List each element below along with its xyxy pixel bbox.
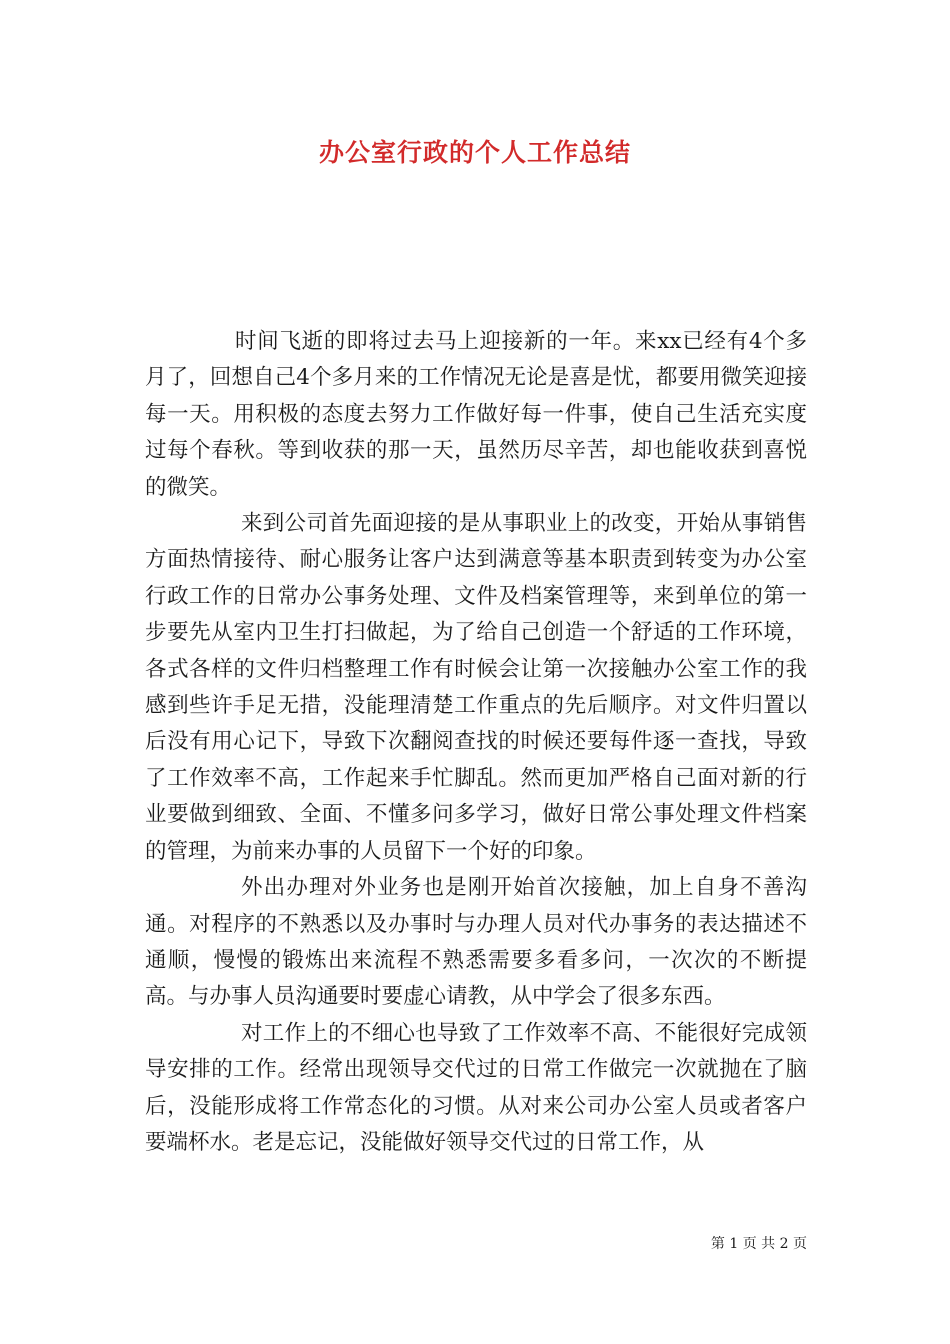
paragraph-3: 外出办理对外业务也是刚开始首次接触，加上自身不善沟通。对程序的不熟悉以及办事时与办理人员对代办事务的表达描述不通顺，慢慢的锻炼出来流程不熟悉需要多看多问，一次次的不断提高。与办事人员沟通要时要虚心请教，从中学会了很多东西。 <box>145 875 807 1010</box>
paragraph-4: 对工作上的不细心也导致了工作效率不高、不能很好完成领导安排的工作。经常出现领导交代过的日常工作做完一次就抛在了脑后，没能形成将工作常态化的习惯。从对来公司办公室人员或者客户要端杯水。老是忘记，没能做好领导交代过的日常工作，从 <box>145 1020 807 1155</box>
document-body <box>145 324 807 1161</box>
document-title: 办公室行政的个人工作总结 <box>318 138 631 167</box>
page-number-footer: 第 1 页 共 2 页 <box>710 1236 807 1252</box>
paragraph-2: 来到公司首先面迎接的是从事职业上的改变，开始从事销售方面热情接待、耐心服务让客户达到满意等基本职责到转变为办公室行政工作的日常办公事务处理、文件及档案管理等，来到单位的第一步要先从室内卫生打扫做起，为了给自己创造一个舒适的工作环境，各式各样的文件归档整理工作有时候会让第一次接触办公室工作的我感到些许手足无措，没能理清楚工作重点的先后顺序。对文件归置以后没有用心记下，导致下次翻阅查找的时候还要每件逐一查找，导致了工作效率不高，工作起来手忙脚乱。然而更加严格自己面对新的行业要做到细致、全面、不懂多问多学习，做好日常公事处理文件档案的管理，为前来办事的人员留下一个好的印象。 <box>145 511 807 864</box>
paragraph-1: 时间飞逝的即将过去马上迎接新的一年。来xx已经有4个多月了，回想自己4个多月来的工作情况无论是喜是忧，都要用微笑迎接每一天。用积极的态度去努力工作做好每一件事，使自己生活充实度过每个春秋。等到收获的那一天，虽然历尽辛苦，却也能收获到喜悦的微笑。 <box>145 329 807 500</box>
